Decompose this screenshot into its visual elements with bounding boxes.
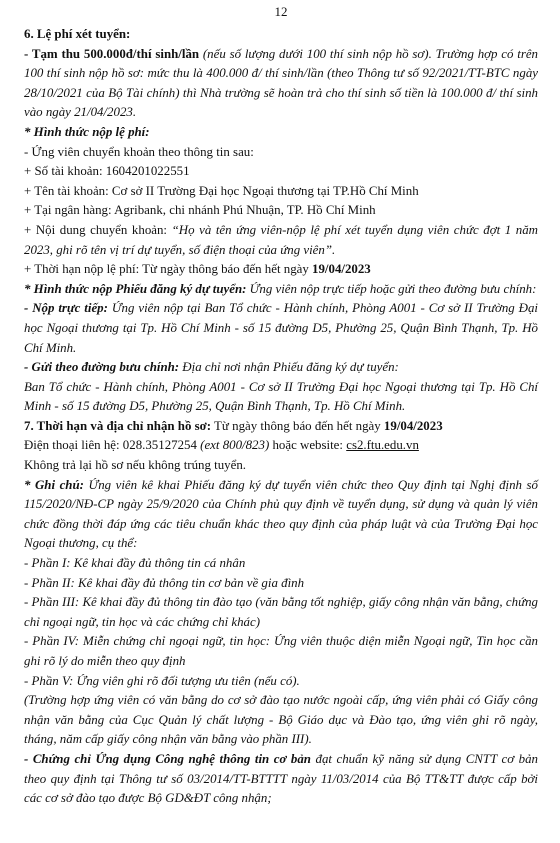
fee-deadline [24, 260, 538, 280]
fee-deadline-label: + Thời hạn nộp lệ phí: Từ ngày thông báo đến hết ngày [24, 262, 313, 277]
note-label: * Ghi chú: [24, 477, 84, 492]
page-number: 12 [274, 4, 288, 19]
submission-method [24, 280, 538, 300]
website-label: hoặc website: [269, 438, 347, 453]
foreign-degree-note: (Trường hợp ứng viên có văn bằng do cơ sở đào tạo nước ngoài cấp, ứng viên phải có Giấy công nhận văn bằng của Cục Quản lý chất lượng - Bộ Giáo dục và Đào tạo, ứng viên ghi rõ ngày, tháng, năm cấp giấy công nhận văn bằng vào phần III). [24, 693, 538, 747]
section-7-heading [24, 417, 538, 437]
part-item [24, 632, 538, 671]
transfer-intro: - Ứng viên chuyển khoản theo thông tin sau: [24, 144, 254, 159]
transfer-content-label: + Nội dung chuyển khoản: [24, 222, 172, 237]
part-label: - Phần II [24, 575, 71, 590]
submission-heading: * Hình thức nộp Phiếu đăng ký dự tuyển: [24, 281, 247, 296]
part-label: - Phần V [24, 673, 69, 688]
fee-paragraph [24, 45, 538, 123]
part-item [24, 574, 538, 594]
submission-note: Ứng viên nộp trực tiếp hoặc gửi theo đường bưu chính: [246, 281, 537, 296]
website-link[interactable]: cs2.ftu.edu.vn [346, 438, 419, 453]
part-label: - Phần III [24, 595, 75, 610]
section-6-heading: 6. Lệ phí xét tuyển: [24, 27, 131, 41]
account-number: + Số tài khoản: 1604201022551 [24, 164, 190, 179]
postal-submission [24, 358, 538, 378]
direct-text: Ứng viên nộp tại Ban Tổ chức - Hành chính, Phòng A001 - Cơ sở II Trường Đại học Ngoại thương tại Tp. Hồ Chí Minh - số 15 đường D5, Phường 25, Quận Bình Thạnh, Tp. Hồ Chí Minh. [24, 301, 538, 355]
bank-name: + Tại ngân hàng: Agribank, chi nhánh Phú Nhuận, TP. Hồ Chí Minh [24, 203, 376, 218]
phone-ext: (ext 800/823) [200, 438, 270, 453]
direct-label: - Nộp trực tiếp: [24, 301, 108, 316]
part-text: : Kê khai đầy đủ thông tin cơ bản về gia đình [70, 575, 305, 590]
postal-label: - Gửi theo đường bưu chính: [24, 360, 180, 375]
part-item [24, 554, 538, 574]
phone-label: Điện thoại liên hệ: 028.35127254 [24, 438, 201, 453]
no-return-note: Không trả lại hồ sơ nếu không trúng tuyển. [24, 458, 246, 473]
fee-deadline-date: 19/04/2023 [312, 262, 371, 277]
it-label: - Chứng chỉ Ứng dụng Công nghệ thông tin cơ bản [24, 751, 311, 766]
transfer-content-text: “Họ và tên ứng viên-nộp lệ phí xét tuyển dụng viên chức đợt 1 năm 2023, ghi rõ tên vị trí dự tuyển, số điện thoại của ứng viên”. [24, 222, 538, 257]
part-text: : Kê khai đầy đủ thông tin cá nhân [66, 556, 246, 571]
direct-submission [24, 299, 538, 358]
postal-address: Ban Tổ chức - Hành chính, Phòng A001 - Cơ sở II Trường Đại học Ngoại thương tại Tp. Hồ Chí Minh - số 15 đường D5, Phường 25, Quận Bình Thạnh, Tp. Hồ Chí Minh. [24, 379, 538, 414]
postal-text: Địa chỉ nơi nhận Phiếu đăng ký dự tuyển: [179, 360, 399, 375]
part-text: : Kê khai đầy đủ thông tin đào tạo (văn bằng tốt nghiệp, giấy công nhận văn bằng, chứng chỉ ngoại ngữ, tin học và các chứng chỉ khác) [24, 595, 538, 629]
contact-line [24, 436, 538, 456]
part-text: : Miễn chứng chỉ ngoại ngữ, tin học: Ứng viên thuộc diện miễn Ngoại ngữ, Tin học cần ghi rõ lý do miễn theo quy định [24, 634, 538, 668]
account-name: + Tên tài khoản: Cơ sở II Trường Đại học Ngoại thương tại TP.Hồ Chí Minh [24, 183, 419, 198]
fee-note: (nếu số lượng dưới 100 thí sinh nộp hồ sơ). Trường hợp có trên 100 thí sinh nộp hồ sơ: mức thu là 400.000 đ/ thí sinh/lần (theo Thông tư số 92/2021/TT-BTC ngày 28/10/2021 của Bộ Tài chính) thì Nhà trường sẽ hoàn trả cho thí sinh số tiền là 100.000 đ/ thí sinh vào ngày 21/04/2023. [24, 46, 538, 120]
section-7-title: 7. Thời hạn và địa chỉ nhận hồ sơ: [24, 418, 212, 433]
part-label: - Phần IV [24, 634, 75, 649]
part-label: - Phần I [24, 556, 67, 571]
part-text: : Ứng viên ghi rõ đối tượng ưu tiên (nếu có). [69, 673, 300, 688]
section-7-rest: Từ ngày thông báo đến hết ngày [211, 418, 384, 433]
it-text: đạt chuẩn kỹ năng sử dụng CNTT cơ bản theo quy định tại Thông tư số 03/2014/TT-BTTTT ngày 11/03/2014 của Bộ TT&TT được cấp bởi các cơ sở đào tạo được Bộ GD&ĐT công nhận; [24, 751, 538, 806]
note-paragraph [24, 476, 538, 554]
note-text: Ứng viên kê khai Phiếu đăng ký dự tuyển viên chức theo Quy định tại Nghị định số 115/2020/NĐ-CP ngày 25/9/2020 của Chính phủ quy định về tuyển dụng, sử dụng và quản lý viên chức đồng thời đáp ứng các tiêu chuẩn khác theo quy định của pháp luật và của Trường Đại học Ngoại thương, cụ thể: [24, 477, 538, 551]
fee-lead: - Tạm thu 500.000đ/thí sinh/lần [24, 46, 200, 61]
section-7-date: 19/04/2023 [383, 418, 443, 433]
payment-method-heading: * Hình thức nộp lệ phí: [24, 124, 150, 139]
document-body [24, 25, 538, 809]
part-item [24, 593, 538, 632]
it-certificate [24, 750, 538, 809]
part-item [24, 672, 538, 692]
transfer-content [24, 221, 538, 260]
